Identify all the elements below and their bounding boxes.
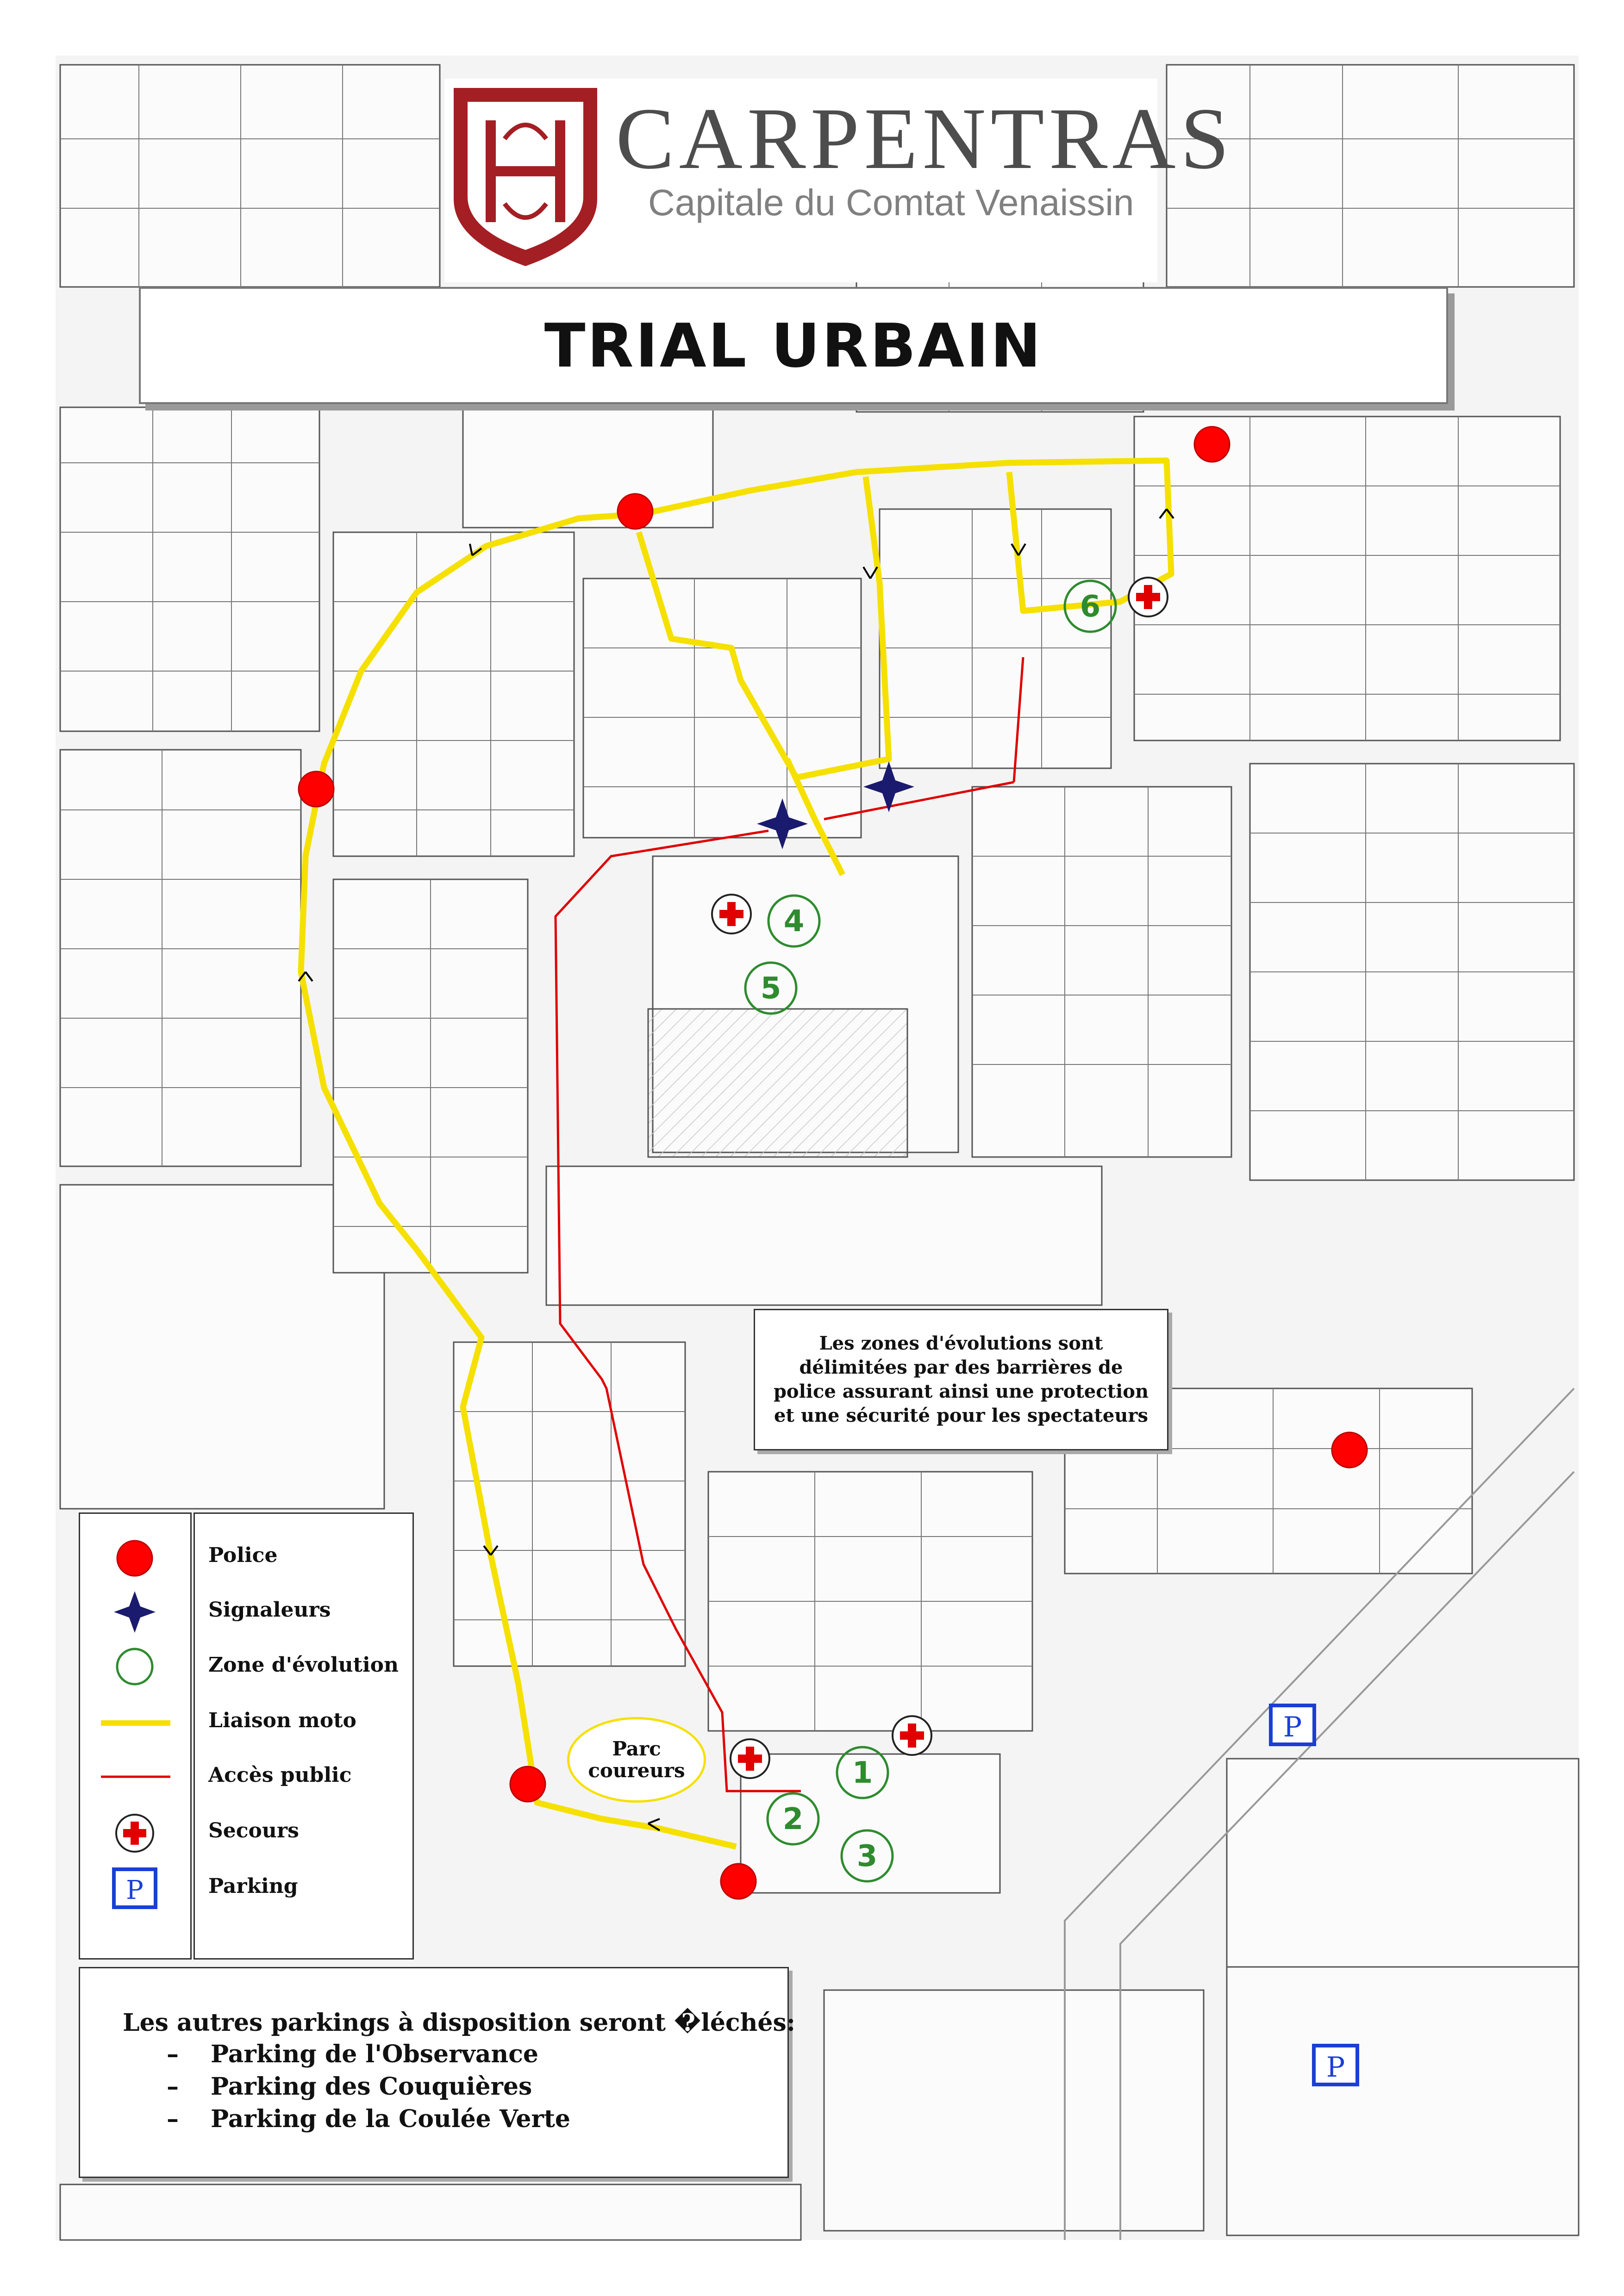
parkings-title: Les autres parkings à disposition seront �léchés: — [123, 2009, 795, 2037]
zone-6-label: 6 — [1080, 590, 1101, 624]
zone-2-label: 2 — [782, 1802, 804, 1836]
police-dot — [299, 772, 334, 807]
crest-icon — [449, 83, 602, 268]
legend-signaleurs: Signaleurs — [208, 1598, 331, 1622]
legend-acces: Accès public — [208, 1763, 352, 1787]
red-cross-icon — [1129, 578, 1168, 616]
legend-liaison: Liaison moto — [208, 1709, 356, 1732]
legend-secours: Secours — [208, 1819, 299, 1842]
red-cross-icon — [893, 1716, 931, 1755]
zone-4-label: 4 — [783, 904, 805, 939]
green-circle-icon — [117, 1649, 152, 1684]
info-note-text: Les zones d'évolutions sont délimitées par des barrières de police assurant ainsi une protection et une sécurité pour les spectateurs — [773, 1332, 1149, 1426]
parc-line1: Parc — [612, 1737, 661, 1761]
brand-name: CARPENTRAS — [616, 90, 1234, 187]
parc-line2: coureurs — [588, 1759, 685, 1782]
legend-zone: Zone d'évolution — [208, 1653, 399, 1677]
red-cross-icon — [116, 1815, 153, 1852]
parking-item: Parking de l'Observance — [211, 2040, 538, 2068]
info-note — [754, 1309, 1168, 1450]
parkings-bullet: – — [167, 2040, 179, 2068]
police-dot — [618, 494, 653, 529]
police-dot — [1194, 427, 1230, 462]
legend-parking: Parking — [208, 1874, 298, 1898]
parkings-bullet: – — [167, 2105, 179, 2133]
red-cross-icon — [712, 895, 751, 933]
zone-3-label: 3 — [856, 1839, 878, 1873]
red-cross-icon — [731, 1739, 769, 1778]
police-dot — [117, 1541, 152, 1576]
svg-text:P: P — [126, 1875, 144, 1905]
parking-item: Parking de la Coulée Verte — [211, 2105, 571, 2133]
svg-text:P: P — [1283, 1711, 1302, 1743]
page-title: TRIAL URBAIN — [544, 310, 1043, 381]
parking-item: Parking des Couquières — [211, 2072, 532, 2101]
parc-coureurs-label — [567, 1717, 706, 1803]
brand-subtitle: Capitale du Comtat Venaissin — [648, 182, 1134, 223]
parkings-bullet: – — [167, 2072, 179, 2101]
church-block — [648, 1009, 907, 1157]
legend-symbols — [79, 1512, 192, 1960]
zone-1-label: 1 — [852, 1756, 873, 1790]
title-banner — [139, 287, 1448, 404]
police-dot — [721, 1864, 756, 1899]
legend-police: Police — [208, 1543, 278, 1567]
star-icon — [114, 1591, 156, 1633]
police-dot — [510, 1767, 545, 1802]
zone-5-label: 5 — [760, 971, 781, 1006]
svg-text:P: P — [1326, 2051, 1345, 2084]
police-dot — [1332, 1432, 1367, 1468]
